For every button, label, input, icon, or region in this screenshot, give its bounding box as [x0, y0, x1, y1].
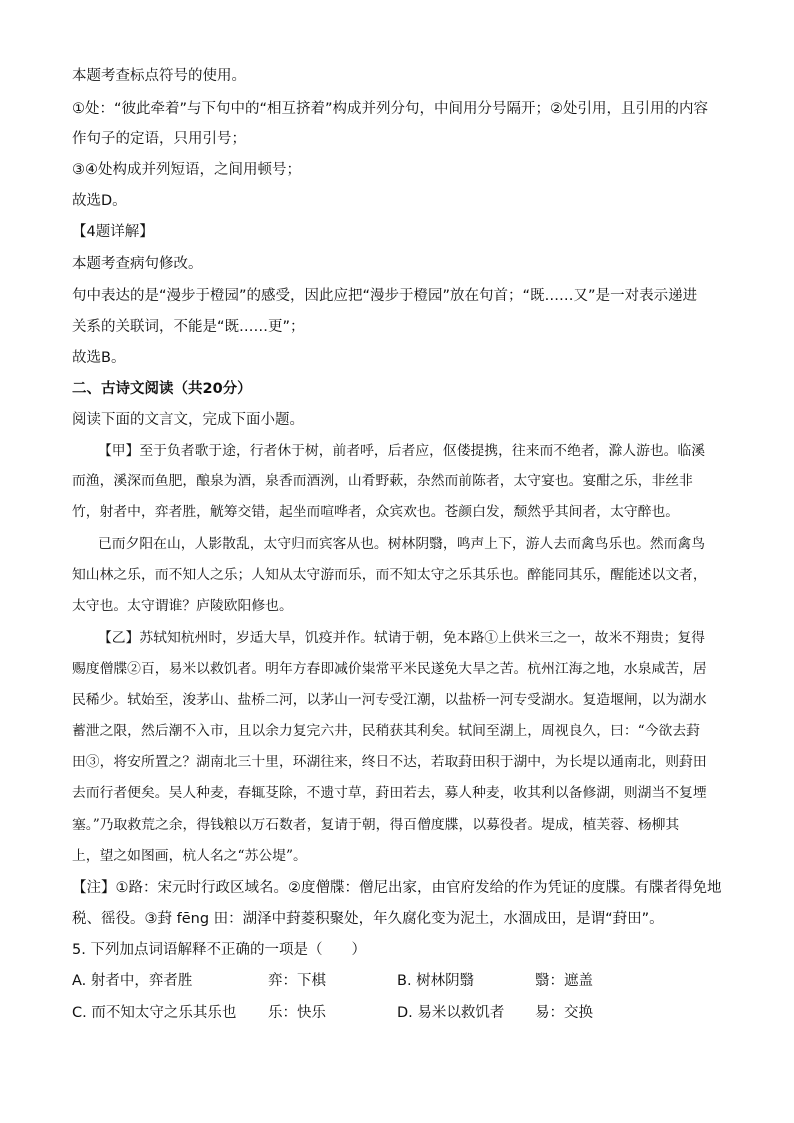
explain3-line4: ③④处构成并列短语，之间用顿号； [72, 162, 301, 178]
question5-stem: 5. 下列加点词语解释不正确的一项是（ ） [72, 942, 366, 958]
yi-line3: 民稀少。轼始至，浚茅山、盐桥二河，以茅山一河专受江潮，以盐桥一河专受湖水。复造堰闸，以为湖水 [72, 692, 707, 708]
explain3-line1: 本题考查标点符号的使用。 [72, 68, 246, 84]
jia-p1-line2: 而渔，溪深而鱼肥，酿泉为酒，泉香而酒洌，山肴野蔌，杂然而前陈者，太守宴也。宴酣之乐，非丝非 [72, 473, 693, 489]
option-d[interactable]: D. 易米以救饥者 [397, 1005, 505, 1021]
option-b-gloss: 翳：遮盖 [535, 973, 593, 989]
jia-p2-line2: 知山林之乐，而不知人之乐；人知从太守游而乐，而不知太守之乐其乐也。醉能同其乐，醒能述以文者， [72, 567, 707, 583]
explain4-line4: 故选B。 [72, 350, 126, 366]
explain3-line5: 故选D。 [72, 193, 127, 209]
question5-options-row2 [72, 1003, 732, 1023]
explain3-line3: 作句子的定语，只用引号； [72, 131, 246, 147]
yi-line4: 蓄泄之限，然后潮不入市，且以余力复完六井，民稍获其利矣。轼间至湖上，周视良久，曰：“今欲去葑 [72, 723, 700, 739]
explain4-line1: 本题考查病句修改。 [72, 256, 203, 272]
yi-line1: 【乙】苏轼知杭州时，岁适大旱，饥疫并作。轼请于朝，免本路①上供米三之一，故米不翔贵；复得 [98, 630, 706, 646]
option-a[interactable]: A. 射者中，弈者胜 [72, 973, 193, 989]
section-title: 二、古诗文阅读（共20分） [72, 381, 252, 397]
yi-line7: 塞。”乃取救荒之余，得钱粮以万石数者，复请于朝，得百僧度牒，以募役者。堤成，植芙蓉、杨柳其 [72, 817, 680, 833]
explain4-heading: 【4题详解】 [72, 224, 154, 240]
question5-options-row1 [72, 971, 732, 991]
jia-p2-line3: 太守也。太守谓谁？庐陵欧阳修也。 [72, 598, 293, 614]
note-line1: 【注】①路：宋元时行政区域名。②度僧牒：僧尼出家，由官府发给的作为凭证的度牒。有牒者得免地 [72, 880, 722, 896]
yi-line5: 田③，将安所置之？湖南北三十里，环湖往来，终日不达，若取葑田积于湖中，为长堤以通南北，则葑田 [72, 754, 707, 770]
jia-p1-line3: 竹，射者中，弈者胜，觥筹交错，起坐而喧哗者，众宾欢也。苍颜白发，颓然乎其间者，太守醉也。 [72, 504, 680, 520]
option-a-gloss: 弈：下棋 [268, 973, 326, 989]
yi-line8: 上，望之如图画，杭人名之“苏公堤”。 [72, 848, 307, 864]
explain4-line2: 句中表达的是“漫步于橙园”的感受，因此应把“漫步于橙园”放在句首；“既……又”是一对表示递进 [72, 288, 698, 304]
option-c[interactable]: C. 而不知太守之乐其乐也 [72, 1005, 237, 1021]
yi-line6: 去而行者便矣。吴人种麦，春辄芟除，不遗寸草，葑田若去，募人种麦，收其利以备修湖，则湖当不复堙 [72, 785, 707, 801]
option-c-gloss: 乐：快乐 [268, 1005, 326, 1021]
section-instruction: 阅读下面的文言文，完成下面小题。 [72, 412, 304, 428]
explain3-line2: ①处：“彼此牵着”与下句中的“相互挤着”构成并列分句，中间用分号隔开；②处引用，且引用的内容 [72, 101, 709, 117]
option-d-gloss: 易：交换 [535, 1005, 593, 1021]
note-line2: 税、徭役。③葑 fēng 田：湖泽中葑菱积聚处，年久腐化变为泥土，水涸成田，是谓“葑田”。 [72, 911, 664, 927]
jia-p2-line1: 已而夕阳在山，人影散乱，太守归而宾客从也。树林阴翳，鸣声上下，游人去而禽鸟乐也。然而禽鸟 [98, 536, 706, 552]
explain4-line3: 关系的关联词，不能是“既……更”； [72, 319, 305, 335]
jia-p1-line1: 【甲】至于负者歌于途，行者休于树，前者呼，后者应，伛偻提携，往来而不绝者，滁人游也。临溪 [98, 443, 706, 459]
yi-line2: 赐度僧牒②百，易米以救饥者。明年方春即减价粜常平米民遂免大旱之苦。杭州江海之地，水泉咸苦，居 [72, 661, 707, 677]
option-b[interactable]: B. 树林阴翳 [397, 973, 475, 989]
